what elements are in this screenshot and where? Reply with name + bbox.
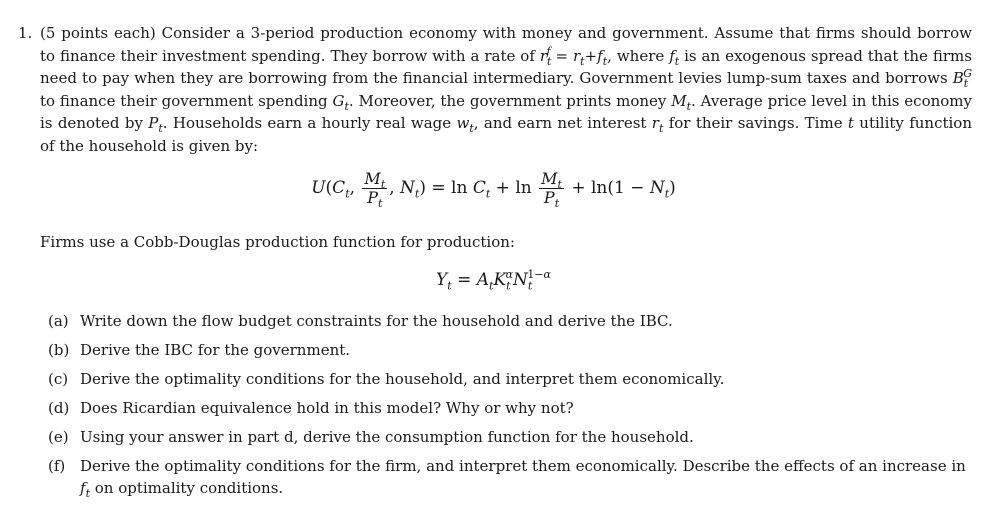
question-item: (d) Does Ricardian equivalence hold in this model? Why or why not?: [48, 399, 574, 417]
question-item: (c) Derive the optimality conditions for the household, and interpret them economically.: [48, 370, 725, 388]
question-item: (a) Write down the flow budget constraints for the household and derive the IBC.: [48, 312, 673, 330]
question-item: (b) Derive the IBC for the government.: [48, 341, 351, 359]
utility-equation: $U(C_t$, $\frac{M_t}{P_t}$ , $N_t) = \ln C_t + \ln$ $\frac{M_t}{P_t}$ + $\ln(1 - N_t)$: [311, 169, 676, 211]
problem-intro: (5 points each) Consider a 3-period production economy with money and government. Assume that firms should borrow to finance their investment spending. They borrow with a rate of $r_t^f = r_t+f_t$, where $f_t$ is an exogenous spread that the firms need to pay when they are borrowing from the financial intermediary. Government levies lump-sum taxes and borrows $B_t^G$ to finance their government spending $G_t$. Moreover, the government prints money $M_t$. Average price level in this economy is denoted by $P_t$. Households earn a hourly real wage $w_t$, and earn net interest $r_t$ for their savings. Time t utility function of the household is given by:: [40, 24, 973, 155]
firms-production-text: Firms use a Cobb-Douglas production function for production:: [40, 233, 515, 251]
question-item: (f) Derive the optimality conditions for the firm, and interpret them economically. Describe the effects of an increase in $f_t$ on optimality conditions.: [48, 457, 966, 500]
question-item: (e) Using your answer in part d, derive the consumption function for the household.: [48, 428, 694, 446]
points-label: (5 points each): [40, 24, 156, 42]
problem-number: 1.: [18, 24, 33, 42]
production-equation: $Y_t = A_tK_t^\alpha N_t^{1-\alpha}$: [436, 268, 551, 293]
question-list: [48, 310, 974, 506]
